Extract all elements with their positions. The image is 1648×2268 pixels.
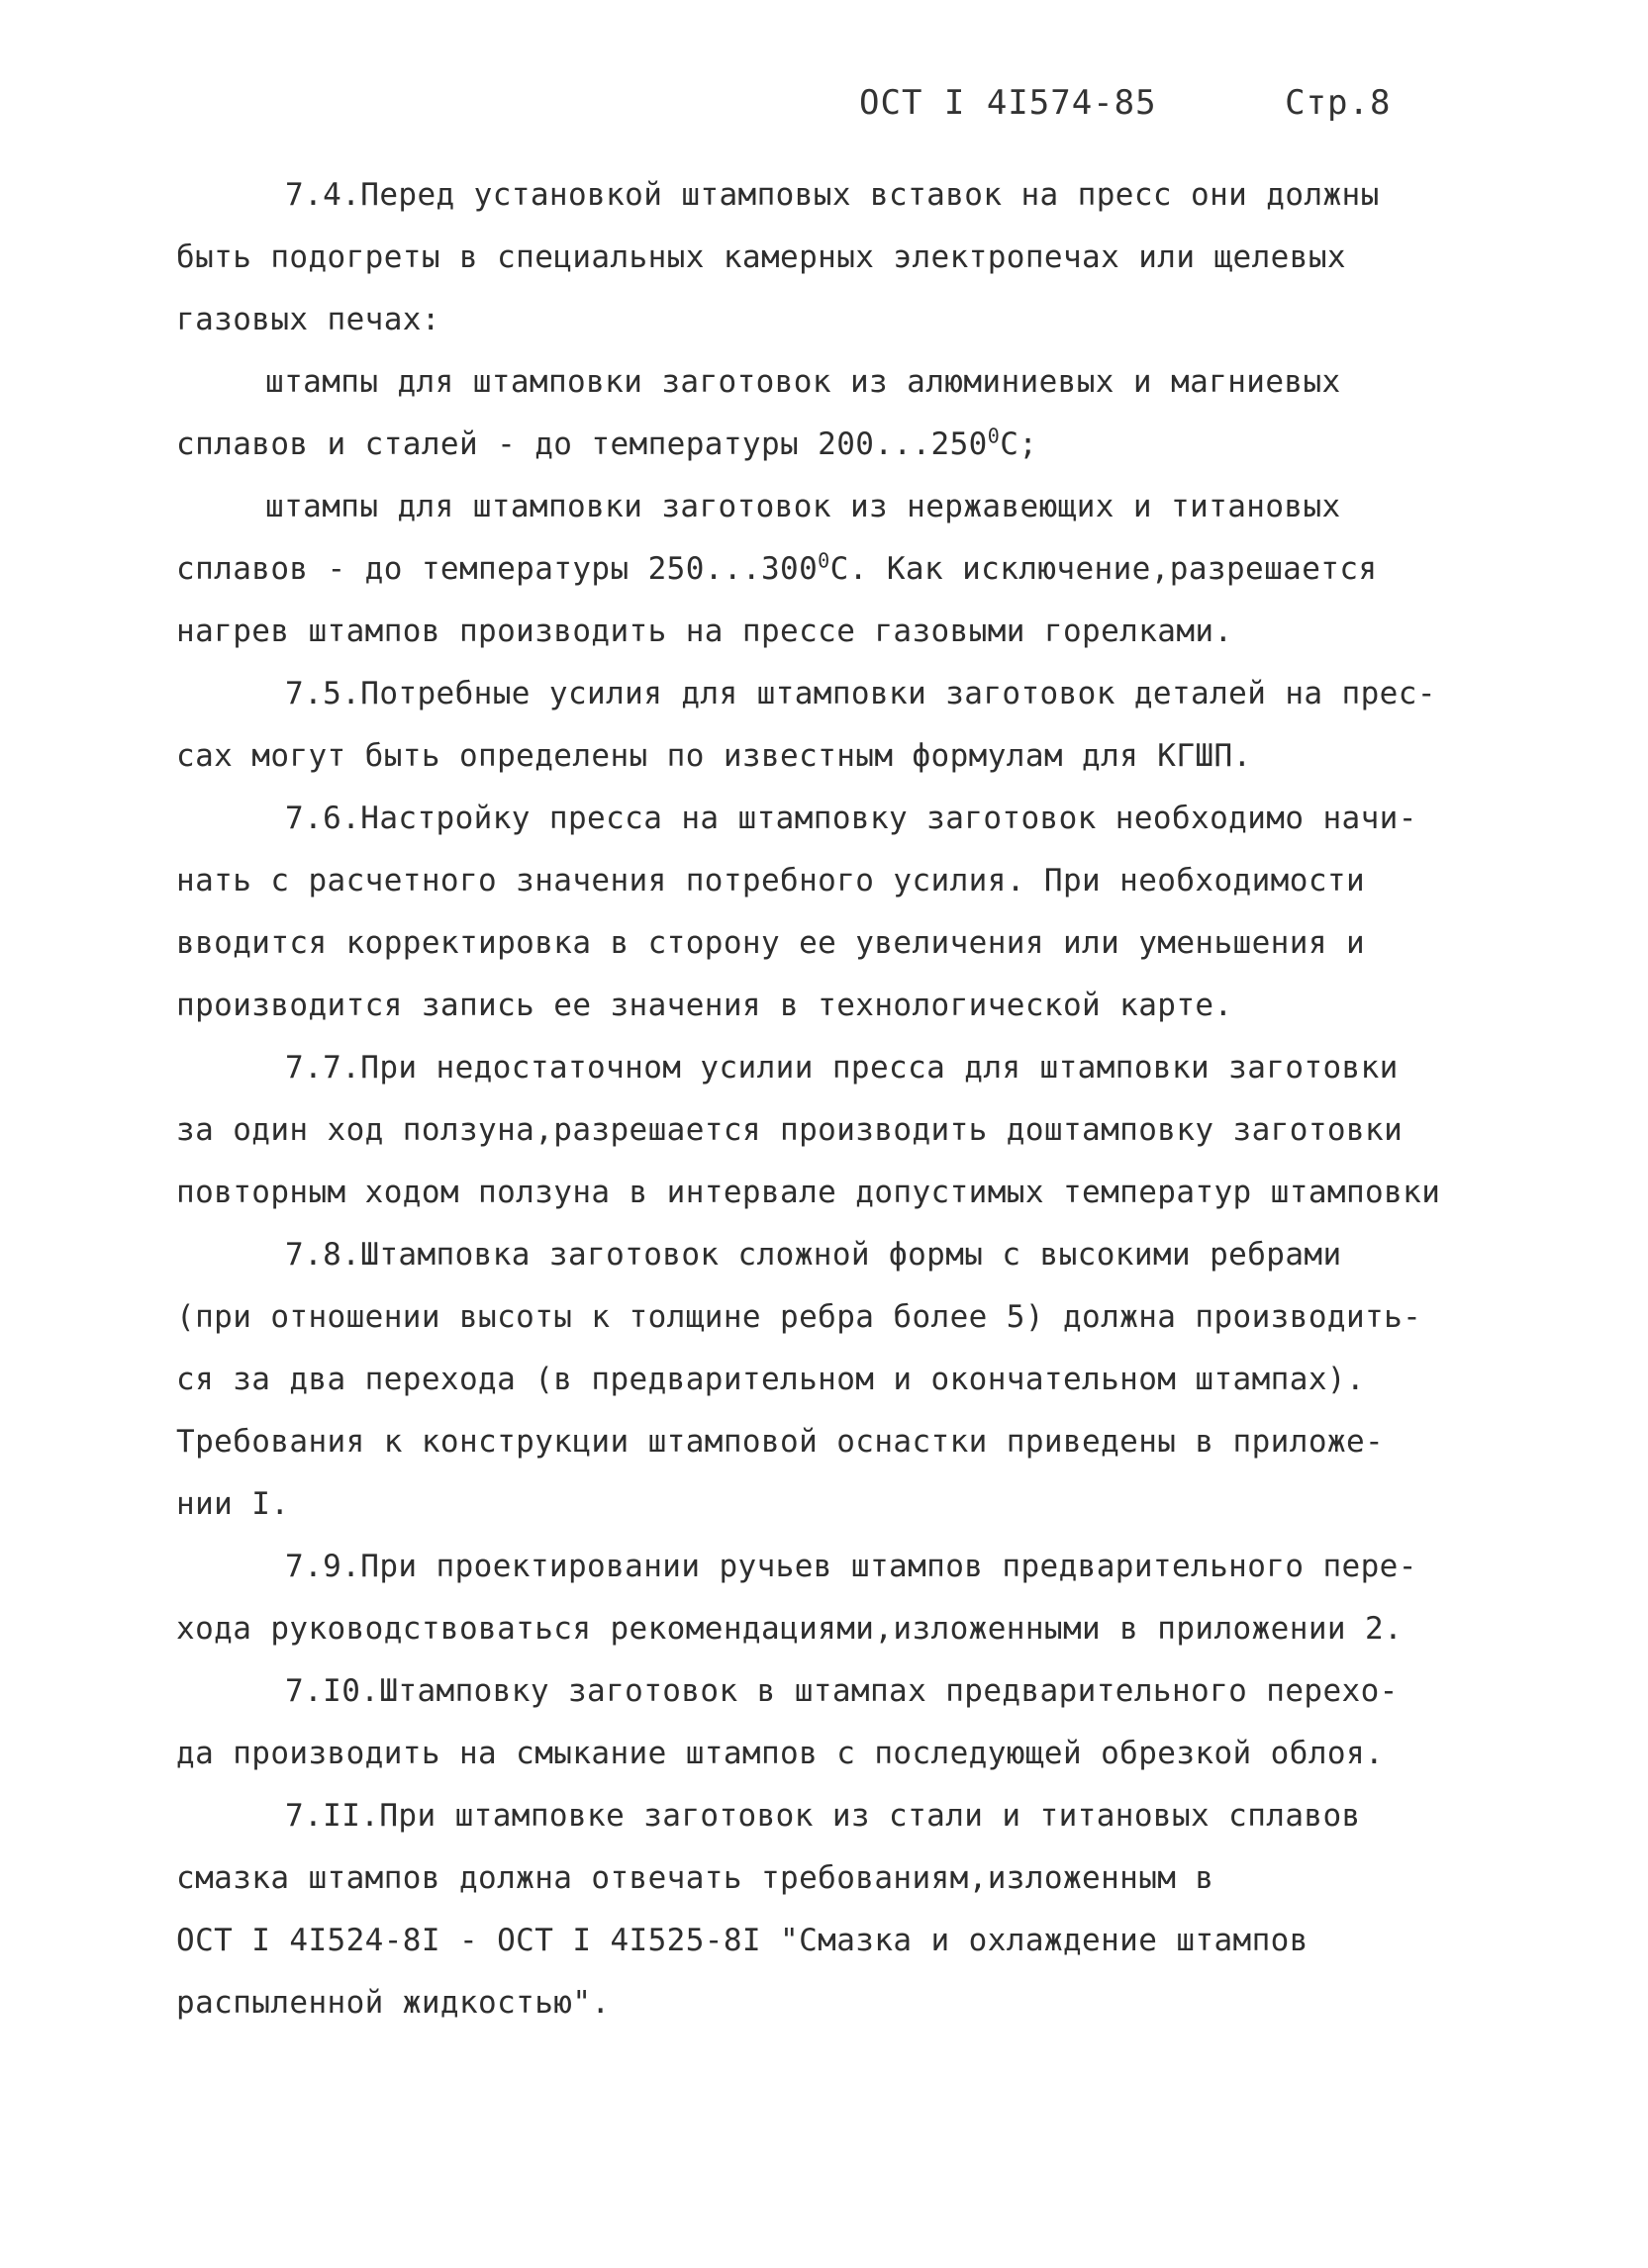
text-line-content: производится запись ее значения в технологической карте. — [176, 988, 1233, 1023]
text-line-content: хода руководствоваться рекомендациями,изложенными в приложении 2. — [176, 1611, 1404, 1647]
text-line-content: сах могут быть определены по известным формулам для КГШП. — [176, 738, 1252, 774]
text-line-content: 7.7.При недостаточном усилии пресса для штамповки заготовки — [285, 1050, 1399, 1086]
text-line-suffix: С. Как исключение,разрешается — [829, 551, 1378, 587]
text-line — [176, 1847, 1483, 1910]
text-line — [176, 1972, 1483, 2034]
text-line — [176, 601, 1483, 663]
document-body — [176, 164, 1483, 2034]
text-line-content: повторным ходом ползуна в интервале допустимых температур штамповки — [176, 1175, 1441, 1210]
text-line — [176, 663, 1483, 725]
text-line — [176, 1349, 1483, 1411]
text-line-content: вводится корректировка в сторону ее увеличения или уменьшения и — [176, 925, 1366, 961]
text-line-content: сплавов - до температуры 250...300 — [176, 551, 819, 587]
text-line — [176, 351, 1483, 414]
text-line-content: штампы для штамповки заготовок из алюминиевых и магниевых — [265, 364, 1341, 400]
text-line-content: 7.II.При штамповке заготовок из стали и титановых сплавов — [285, 1798, 1361, 1834]
text-line — [176, 1411, 1483, 1473]
text-line — [176, 975, 1483, 1037]
text-line — [176, 414, 1483, 476]
page-number: Стр.8 — [1285, 83, 1392, 123]
text-line — [176, 1785, 1483, 1847]
text-line — [176, 1910, 1483, 1972]
text-line-content: смазка штампов должна отвечать требованиям,изложенным в — [176, 1860, 1214, 1896]
text-line — [176, 1660, 1483, 1723]
text-line-content: нагрев штампов производить на прессе газовыми горелками. — [176, 614, 1233, 649]
text-line — [176, 850, 1483, 912]
text-line-content: 7.9.При проектировании ручьев штампов предварительного пере- — [285, 1549, 1417, 1584]
text-line — [176, 1536, 1483, 1598]
text-line — [176, 1224, 1483, 1286]
text-line-suffix: С; — [1000, 426, 1038, 462]
text-line-content: нии I. — [176, 1486, 290, 1522]
degree-superscript: 0 — [818, 548, 830, 573]
text-line — [176, 1037, 1483, 1099]
degree-superscript: 0 — [987, 424, 1001, 448]
text-line — [176, 1286, 1483, 1349]
document-id: ОСТ I 4I574-85 — [859, 83, 1157, 123]
text-line — [176, 476, 1483, 538]
text-line-content: сплавов и сталей - до температуры 200...250 — [176, 426, 988, 462]
text-line-content: 7.4.Перед установкой штамповых вставок на пресс они должны — [285, 177, 1380, 213]
text-line-content: газовых печах: — [176, 302, 440, 337]
text-line-content: да производить на смыкание штампов с последующей обрезкой облоя. — [176, 1736, 1385, 1771]
text-line — [176, 227, 1483, 289]
text-line-content: штампы для штамповки заготовок из нержавеющих и титановых — [265, 489, 1341, 524]
text-line — [176, 289, 1483, 351]
text-line — [176, 1473, 1483, 1536]
text-line — [176, 1162, 1483, 1224]
text-line-content: быть подогреты в специальных камерных электропечах или щелевых — [176, 239, 1346, 275]
text-line-content: 7.8.Штамповка заготовок сложной формы с высокими ребрами — [285, 1237, 1342, 1273]
text-line-content: (при отношении высоты к толщине ребра более 5) должна производить- — [176, 1299, 1422, 1335]
text-line — [176, 725, 1483, 788]
text-line-content: распыленной жидкостью". — [176, 1985, 611, 2021]
text-line — [176, 1723, 1483, 1785]
text-line — [176, 912, 1483, 975]
text-line-content: ОСТ I 4I524-8I - ОСТ I 4I525-8I "Смазка и охлаждение штампов — [176, 1923, 1309, 1958]
text-line-content: 7.5.Потребные усилия для штамповки заготовок деталей на прес- — [285, 676, 1436, 711]
text-line — [176, 1099, 1483, 1162]
text-line-content: Требования к конструкции штамповой оснастки приведены в приложе- — [176, 1424, 1385, 1460]
text-line-content: нать с расчетного значения потребного усилия. При необходимости — [176, 863, 1366, 898]
text-line — [176, 164, 1483, 227]
text-line-content: ся за два перехода (в предварительном и окончательном штампах). — [176, 1362, 1366, 1397]
page-header — [859, 83, 1391, 123]
text-line-content: 7.6.Настройку пресса на штамповку заготовок необходимо начи- — [285, 801, 1417, 836]
text-line-content: за один ход ползуна,разрешается производить доштамповку заготовки — [176, 1112, 1404, 1148]
text-line — [176, 788, 1483, 850]
text-line — [176, 538, 1483, 601]
text-line — [176, 1598, 1483, 1660]
text-line-content: 7.I0.Штамповку заготовок в штампах предварительного перехо- — [285, 1673, 1399, 1709]
